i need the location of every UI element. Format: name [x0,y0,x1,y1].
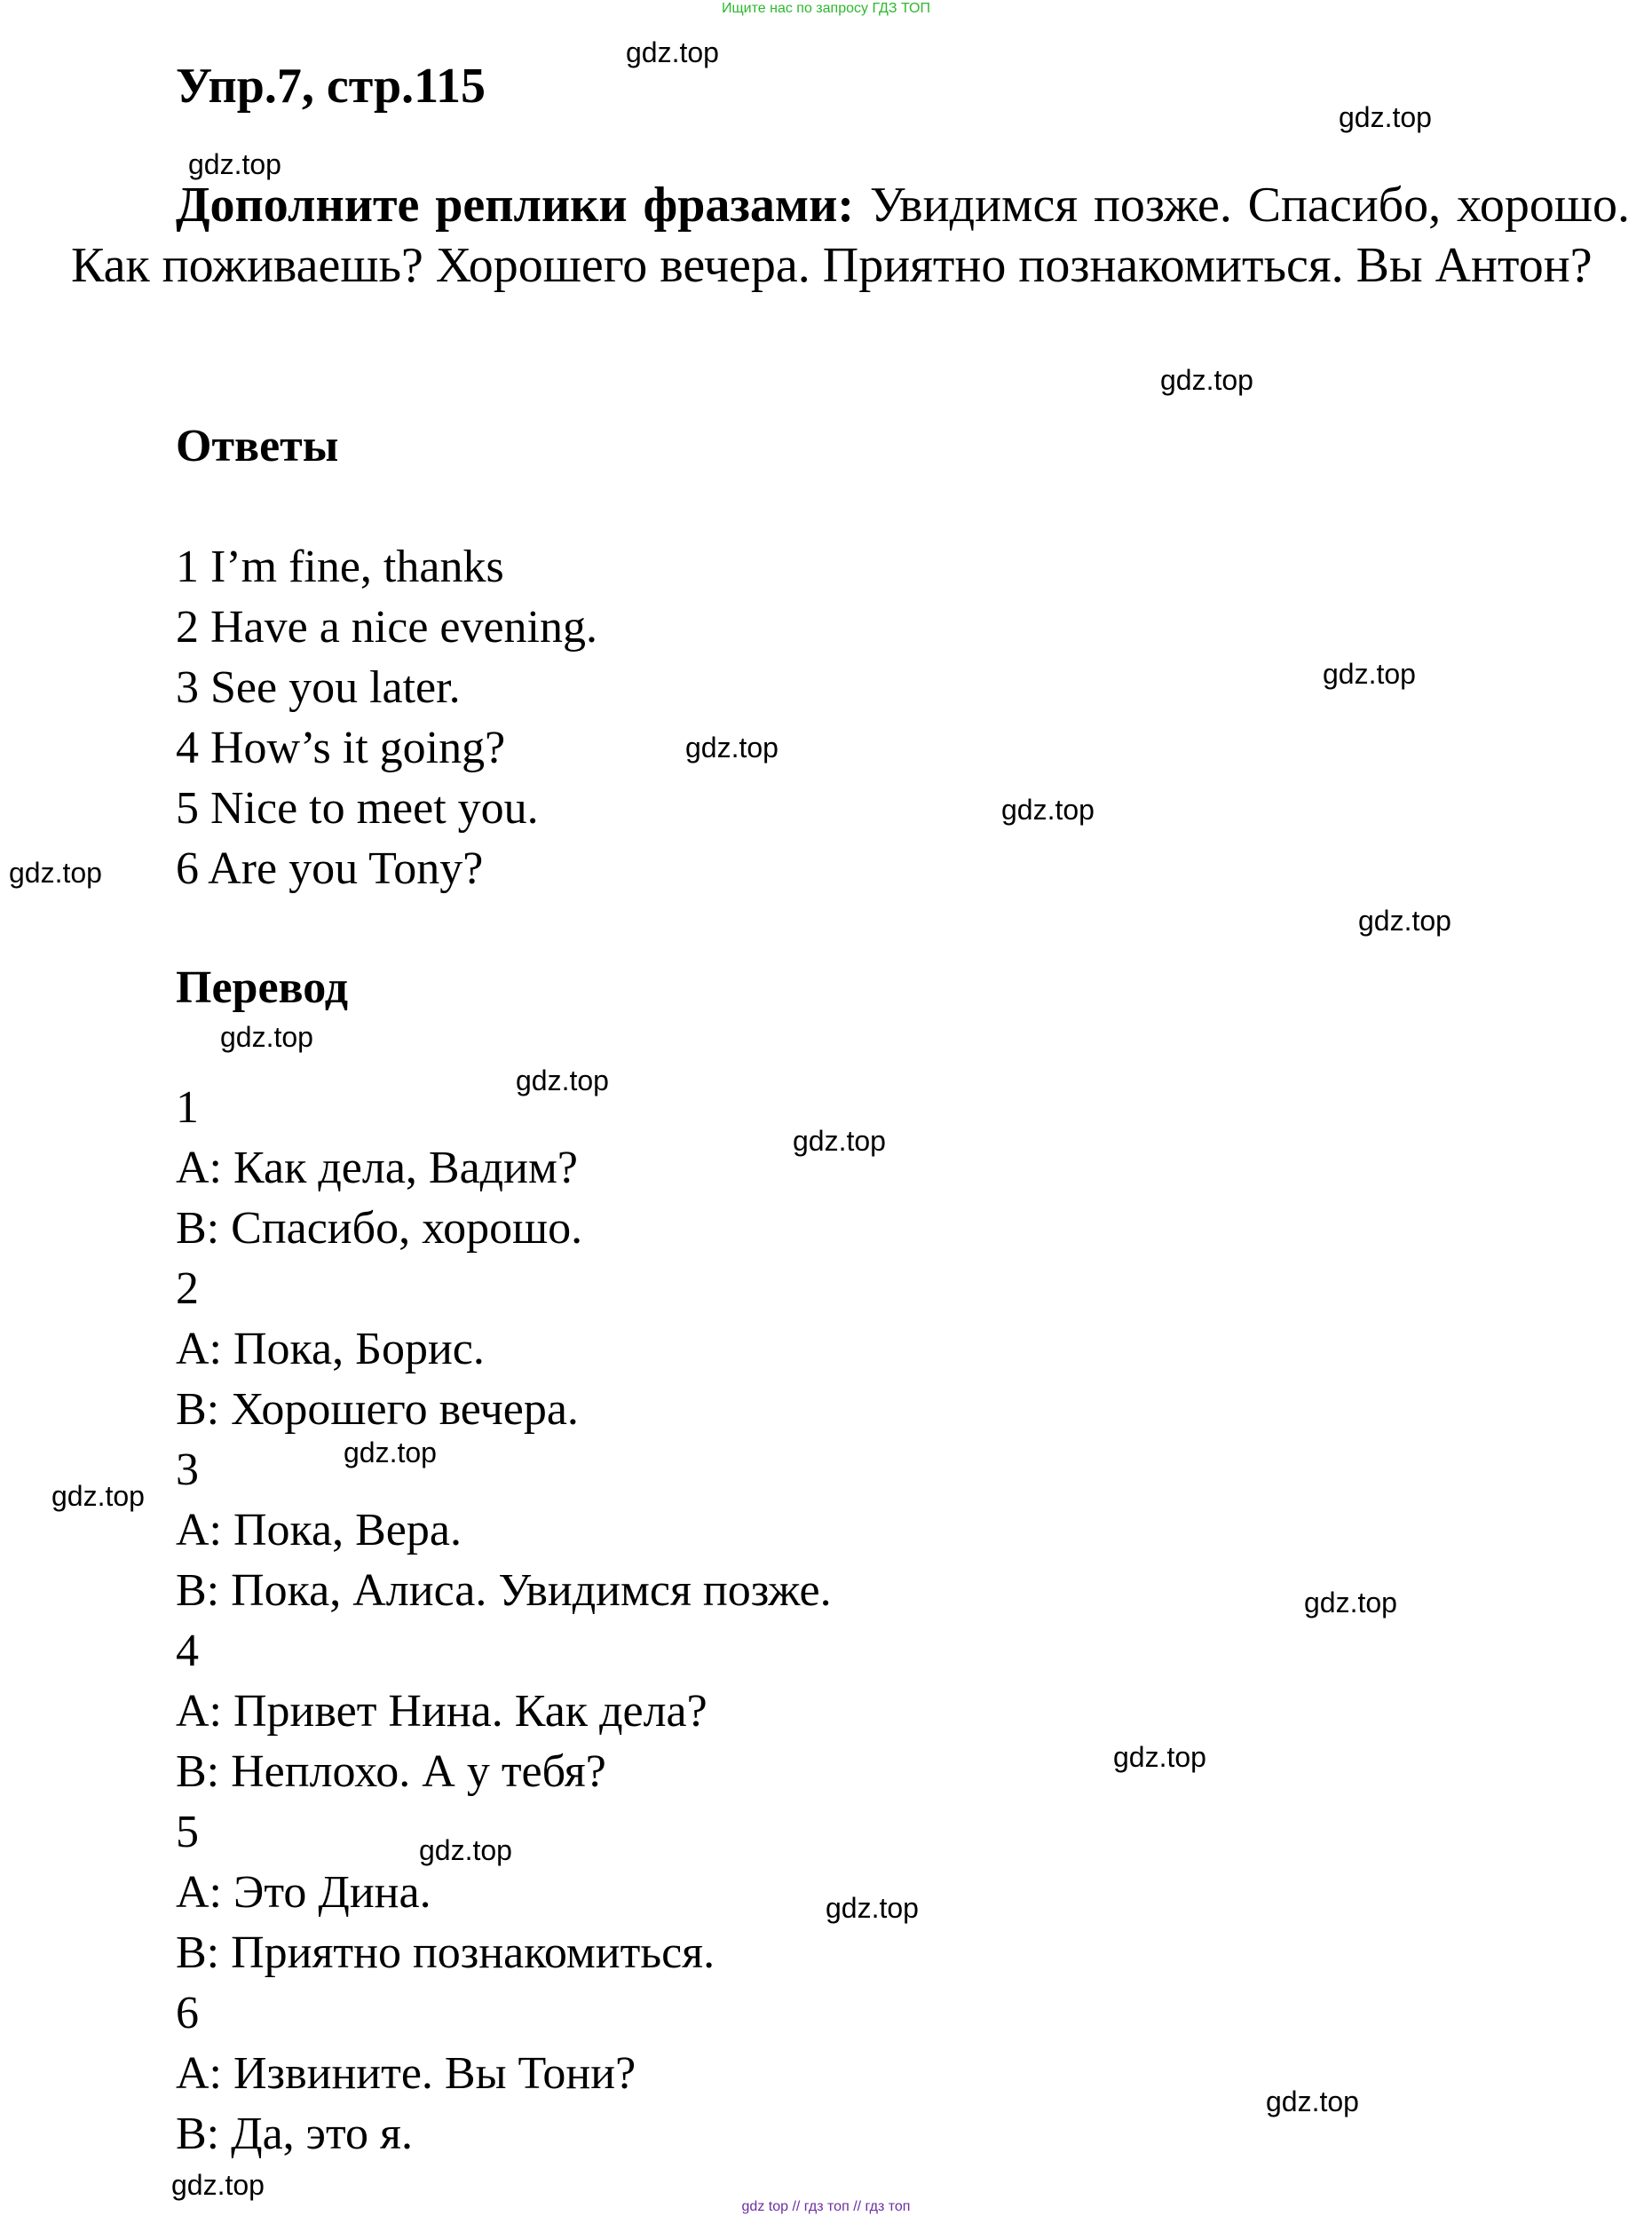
translation-line: 6 [176,1988,199,2038]
answers-list [176,537,597,899]
translation-heading: Перевод [176,962,349,1013]
watermark: gdz.top [1323,658,1416,690]
translation-line: А: Это Дина. [176,1867,431,1918]
watermark: gdz.top [171,2169,265,2201]
watermark: gdz.top [1266,2085,1359,2117]
watermark: gdz.top [793,1125,886,1157]
answer-item: 4 How’s it going? [176,723,506,773]
watermark: gdz.top [516,1064,609,1096]
footer-text: gdz top // гдз топ // гдз топ [741,2199,911,2214]
translation-line: А: Привет Нина. Как дела? [176,1686,707,1737]
answer-item: 3 See you later. [176,662,461,713]
answer-item: 1 I’m fine, thanks [176,542,504,592]
translation-line: В: Неплохо. А у тебя? [176,1746,606,1797]
watermark: gdz.top [1160,364,1253,396]
answer-item: 5 Nice to meet you. [176,783,539,834]
translation-line: А: Пока, Борис. [176,1324,485,1374]
task-instruction: Дополните реплики фразами: [176,178,854,233]
page-title: Упр.7, стр.115 [176,59,486,114]
translation-line: 4 [176,1626,199,1676]
translation-line: 5 [176,1807,199,1857]
translation-line: В: Да, это я. [176,2109,413,2159]
top-banner: Ищите нас по запросу ГДЗ ТОП [722,1,930,16]
translation-line: 2 [176,1263,199,1314]
translation-list [176,1078,832,2165]
translation-line: А: Пока, Вера. [176,1505,462,1555]
watermark: gdz.top [1339,101,1432,133]
watermark: gdz.top [1304,1587,1397,1618]
task-phrases: Увидимся позже. Спасибо, хорошо. Как поживаешь? Хорошего вечера. Приятно познакомиться. Вы Антон? [71,178,1630,293]
watermark: gdz.top [1358,905,1451,937]
watermark: gdz.top [685,732,779,764]
translation-line: А: Как дела, Вадим? [176,1143,578,1193]
translation-line: В: Спасибо, хорошо. [176,1203,583,1254]
watermark: gdz.top [1113,1741,1206,1773]
translation-line: В: Пока, Алиса. Увидимся позже. [176,1565,832,1616]
translation-line: 1 [176,1082,199,1133]
translation-line: 3 [176,1444,199,1495]
watermark: gdz.top [626,36,719,68]
answer-item: 6 Are you Tony? [176,843,484,894]
watermark: gdz.top [188,148,281,180]
watermark: gdz.top [344,1436,437,1468]
translation-line: В: Приятно познакомиться. [176,1927,715,1978]
answers-heading: Ответы [176,421,339,471]
task-text [71,175,1630,296]
watermark: gdz.top [9,857,102,889]
watermark: gdz.top [826,1892,919,1924]
answer-item: 2 Have a nice evening. [176,602,598,653]
translation-line: А: Извините. Вы Тони? [176,2048,636,2099]
watermark: gdz.top [220,1021,313,1053]
translation-line: В: Хорошего вечера. [176,1384,579,1435]
watermark: gdz.top [51,1480,145,1512]
watermark: gdz.top [1001,794,1095,826]
watermark: gdz.top [419,1834,512,1866]
